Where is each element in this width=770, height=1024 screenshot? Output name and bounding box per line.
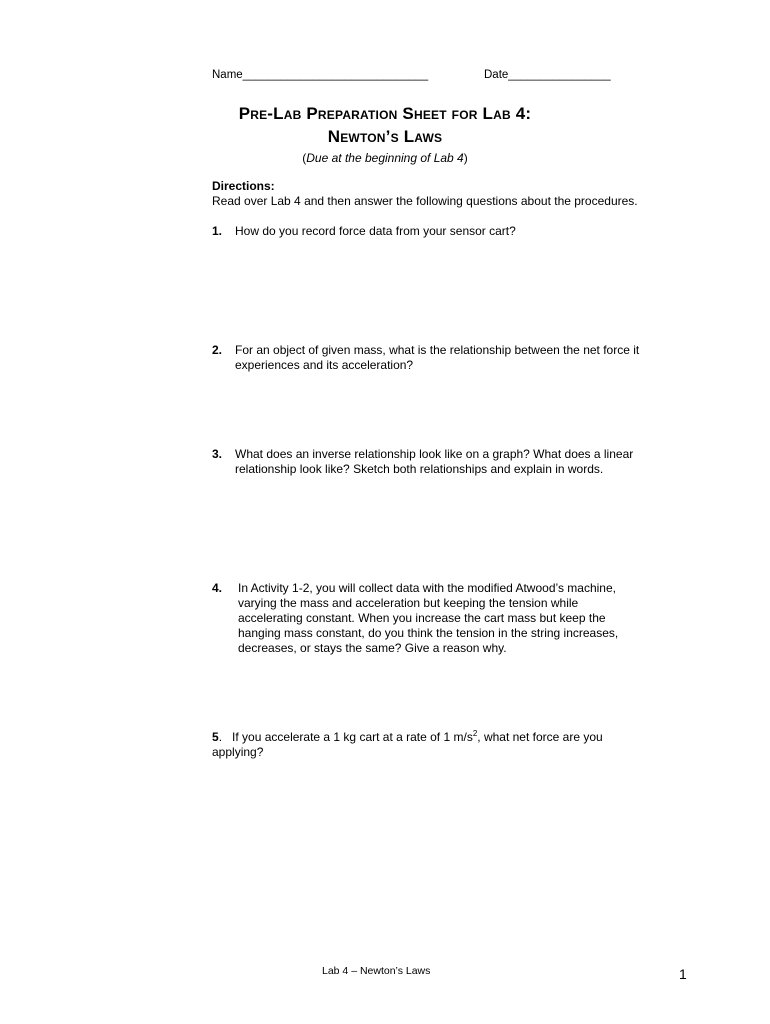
question-4 [212,581,672,659]
question-4-line-5: decreases, or stays the same? Give a reason why. [238,641,507,655]
question-5-text-after: , what net force are you [477,730,603,744]
question-3-line-2: relationship look like? Sketch both relationships and explain in words. [235,462,604,476]
question-4-line-2: varying the mass and acceleration but keeping the tension while [238,596,579,610]
due-note-open: ( [302,151,307,165]
question-5-number: 5 [212,730,219,744]
directions-label: Directions: [212,179,275,193]
due-note [0,151,770,165]
question-1-text: How do you record force data from your sensor cart? [235,224,516,238]
question-2-line-1: For an object of given mass, what is the relationship between the net force it [235,343,640,357]
question-3-number: 3. [212,447,223,461]
question-2-line-2: experiences and its acceleration? [235,358,414,372]
question-5-line-1 [212,730,642,745]
question-5-text-before: If you accelerate a 1 kg cart at a rate of 1 m/s [232,730,473,744]
page-title-line-1: Pre-Lab Preparation Sheet for Lab 4: [238,104,532,123]
question-2 [212,343,672,375]
name-field-label: Name_____________________________ [212,69,429,81]
page-title-line-2: Newton’s Laws [327,127,443,146]
due-note-text: Due at the beginning of Lab 4 [306,151,464,165]
question-5-superscript: 2 [472,729,478,738]
footer-text: Lab 4 – Newton’s Laws [322,965,431,977]
question-4-line-4: hanging mass constant, do you think the tension in the string increases, [238,626,619,640]
question-4-line-3: accelerating constant. When you increase the cart mass but keep the [238,611,606,625]
question-5-line-2: applying? [212,745,264,759]
question-4-line-1: In Activity 1-2, you will collect data with the modified Atwood’s machine, [238,581,616,595]
due-note-close: ) [463,151,468,165]
page-number: 1 [679,966,687,982]
question-3 [212,447,672,479]
directions-text: Read over Lab 4 and then answer the following questions about the procedures. [212,194,638,208]
question-5 [212,730,642,760]
question-5-dot: . [218,730,223,744]
question-2-number: 2. [212,343,223,357]
date-field-label: Date________________ [484,69,611,81]
question-1 [212,224,672,240]
question-4-number: 4. [212,581,223,595]
question-3-line-1: What does an inverse relationship look like on a graph? What does a linear [235,447,634,461]
question-1-number: 1. [212,224,223,238]
